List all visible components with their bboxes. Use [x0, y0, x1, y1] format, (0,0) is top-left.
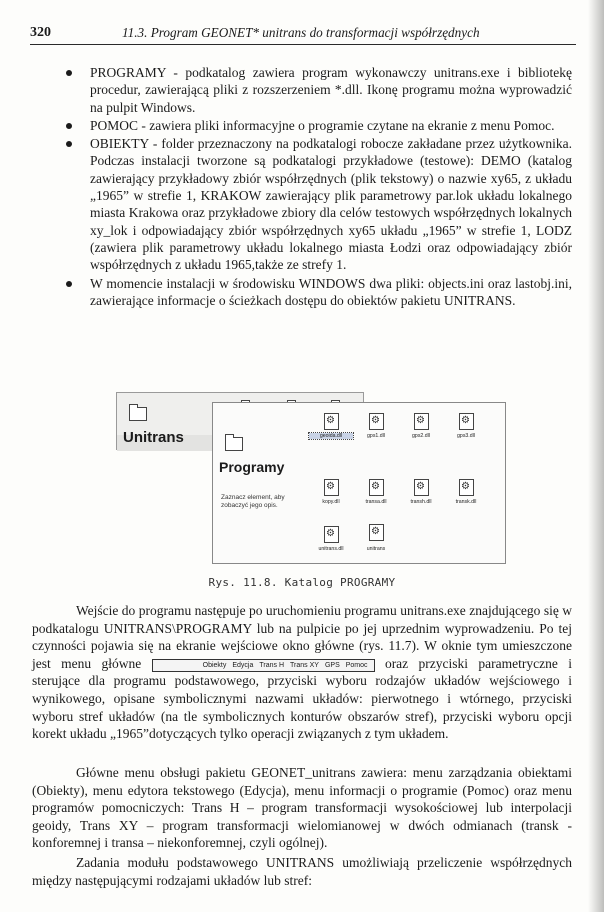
body-paragraph	[32, 602, 572, 743]
programy-window	[212, 402, 506, 564]
file-label: gps1.dll	[367, 433, 385, 439]
page-header	[30, 24, 576, 45]
figure-caption: Rys. 11.8. Katalog PROGRAMY	[208, 576, 396, 589]
body-paragraph: Zadania modułu podstawowego UNITRANS umożliwiają przeliczenie współrzędnych między następującymi rodzajami układów lub stref:	[32, 855, 572, 888]
dll-file-icon	[459, 413, 474, 430]
menu-item: Edycja	[232, 661, 254, 669]
body-paragraph: Główne menu obsługi pakietu GEONET_unitrans zawiera: menu zarządzania obiektami (Obiekty), menu edytora tekstowego (Edycja), menu informacji o programie (Pomoc) oraz menu programów pomocniczych: Trans H – program transformacji wysokościowej lub interpolacji geoidy, Trans XY – program transformacji wielomianowej w dwóch odmianach (transk - konforemnej i transa – niekonforemnej, czyli ogólnej).	[32, 765, 572, 851]
window-title: Programy	[219, 459, 285, 475]
window-description: Zaznacz element, aby zobaczyć jego opis.	[221, 494, 285, 509]
dll-file-icon	[324, 526, 339, 543]
menu-item: Obiekty	[202, 661, 227, 669]
dll-file-icon	[414, 479, 429, 496]
menu-item: GPS	[324, 661, 340, 669]
file-label: transa.dll	[365, 499, 387, 505]
bullet-text: PROGRAMY - podkatalog zawiera program wykonawczy unitrans.exe i bibliotekę procedur, zawierającą pliki z rozszerzeniem *.dll. Ikonę programu można wyprowadzić na pulpit Windows.	[90, 65, 572, 115]
file-label: gps2.dll	[412, 433, 430, 439]
dll-file-icon	[369, 413, 384, 430]
folder-icon	[129, 407, 147, 421]
bullet-icon	[66, 281, 72, 287]
exe-file-icon	[369, 524, 384, 541]
bullet-text: POMOC - zawiera pliki informacyjne o programie czytane na ekranie z menu Pomoc.	[90, 117, 555, 133]
bullet-icon	[66, 70, 72, 76]
menu-bar-image	[152, 659, 375, 672]
bullet-icon	[66, 123, 72, 129]
figure-screenshot	[116, 392, 506, 567]
menu-item: Trans XY	[290, 661, 319, 669]
list-item	[60, 64, 572, 116]
file-label: unitrans.dll	[318, 546, 344, 552]
list-item	[60, 275, 572, 310]
file-label: transh.dll	[410, 499, 432, 505]
list-item	[60, 135, 572, 273]
dll-file-icon	[324, 479, 339, 496]
menu-item: Trans H	[259, 661, 285, 669]
file-label: kopy.dll	[322, 499, 340, 505]
paragraph-text: Wejście do programu następuje po uruchomieniu programu unitrans.exe znajdującego się w podkatalogu UNITRANS\PROGRAMY lub na pulpicie po jej uprzednim wyprowadzeniu. Po tej czynności pojawia się na ekranie wejściowe okno główne (rys. 11.7). W oknie tym umieszczone jest menu główne	[32, 603, 572, 671]
bullet-icon	[66, 141, 72, 147]
bullet-text: W momencie instalacji w środowisku WINDOWS dwa pliki: objects.ini oraz lastobj.ini, zawierające informacje o ścieżkach dostępu do obiektów pakietu UNITRANS.	[90, 275, 572, 308]
window-title: Unitrans	[123, 429, 184, 446]
file-label: unitrans	[366, 546, 386, 552]
page-number: 320	[30, 25, 51, 40]
dll-file-icon	[324, 413, 339, 430]
list-item	[60, 117, 572, 134]
file-label: transk.dll	[455, 499, 477, 505]
menu-item: Pomoc	[345, 661, 368, 669]
file-label: gps3.dll	[457, 433, 475, 439]
file-label: geoida.dll	[309, 433, 353, 439]
paragraph-text: oraz przyciski parametryczne i sterujące dla programu podstawowego, przyciski wyboru rodzajów układów wejściowego i wynikowego, opisane symbolicznymi nazwami układów: pierwotnego i wtórnego, przyciski wyboru stref układów (na tle symbolicznych konturów obszarów stref), przyciski wyboru opcji korekt układu „1965”dotyczących tylko operacji związanych z tym układem.	[32, 655, 572, 742]
dll-file-icon	[414, 413, 429, 430]
dll-file-icon	[459, 479, 474, 496]
page-binding-shadow	[588, 0, 604, 912]
bullet-list	[60, 64, 572, 310]
folder-icon	[225, 437, 243, 451]
running-title: 11.3. Program GEONET* unitrans do transformacji współrzędnych	[122, 25, 480, 40]
dll-file-icon	[369, 479, 384, 496]
bullet-text: OBIEKTY - folder przeznaczony na podkatalogi robocze zakładane przez użytkownika. Podczas instalacji tworzone są podkatalogi przykładowe (testowe): DEMO (katalog zawierający przykładowy zbiór współrzędnych (plik tekstowy) o nazwie xy65, z układu „1965” w strefie 1, KRAKOW zawierający plik parametrowy par.lok układu lokalnego miasta Krakowa oraz przykładowe zbiory dla celów testowych współrzędnych lokalnych xy_lok i odpowiadający zbiór współrzędnych xy65 układu „1965” w strefie 1, LODZ (zawiera plik parametrowy układu lokalnego miasta Łodzi oraz odpowiadający zbiór współrzędnych z układu 1965,także ze strefy 1.	[90, 136, 572, 273]
